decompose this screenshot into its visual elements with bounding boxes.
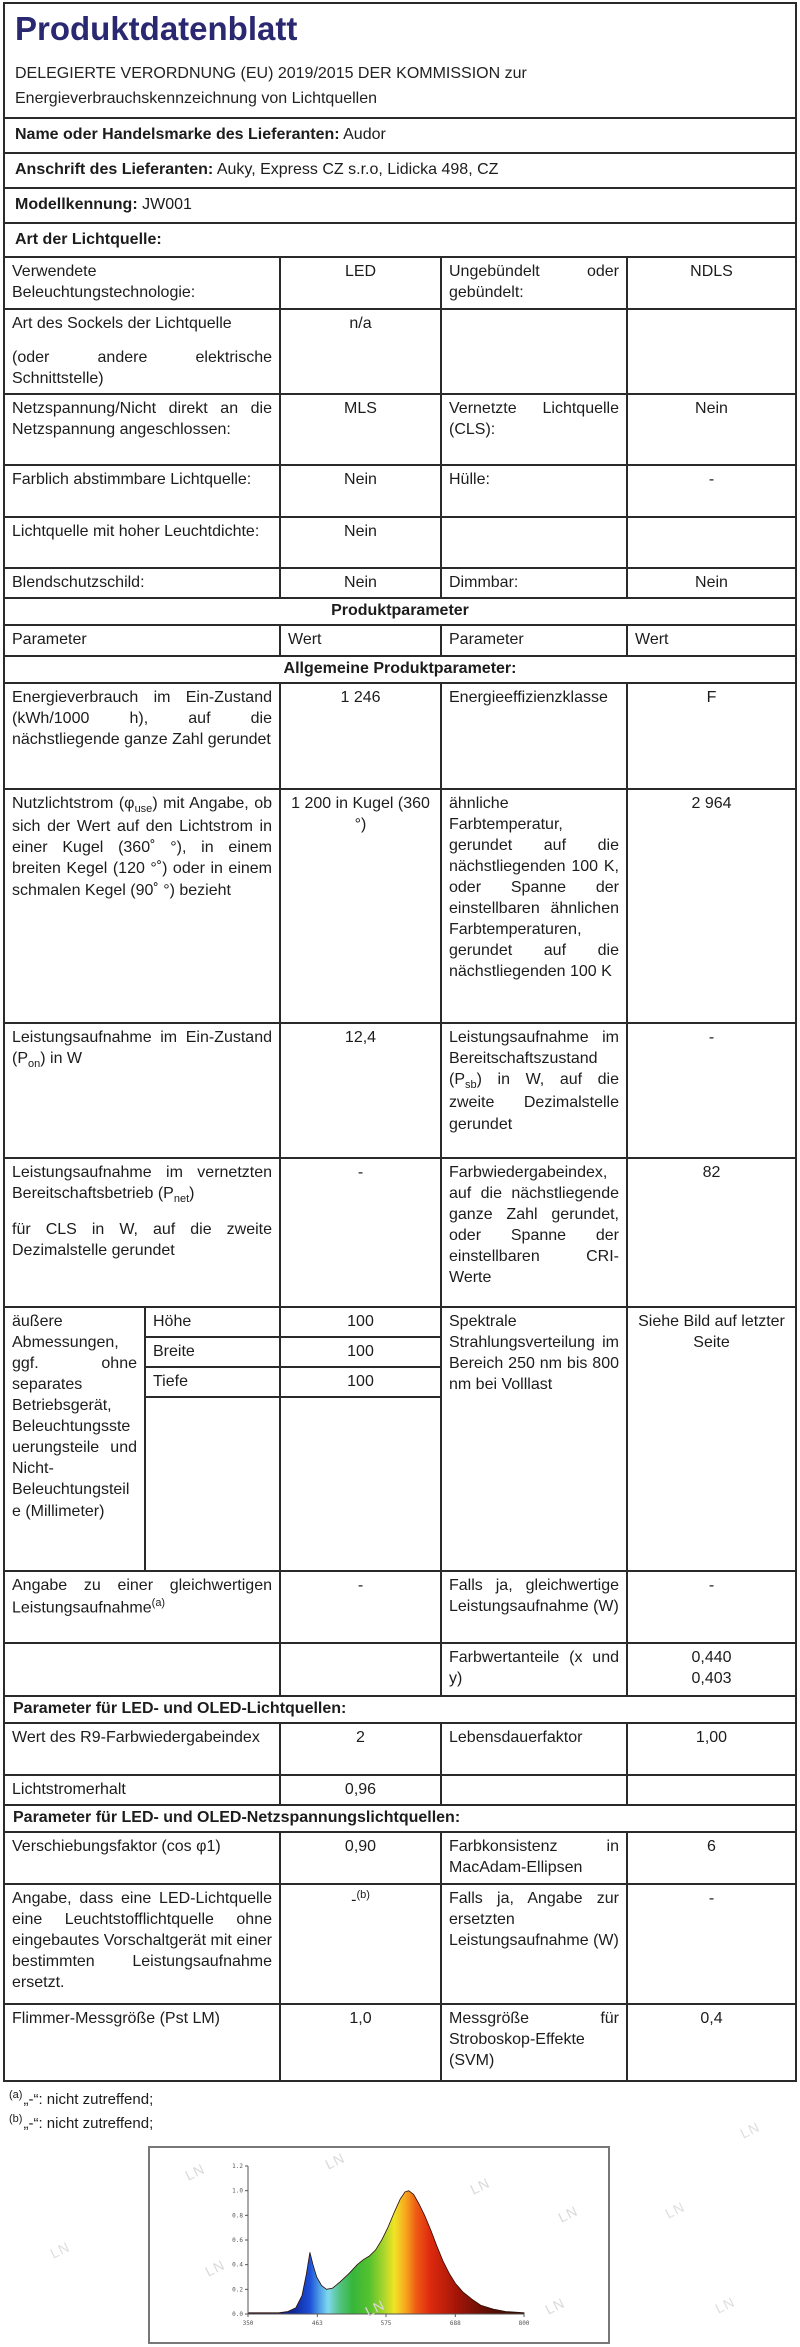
spd-curve (248, 2191, 524, 2314)
param-cell (5, 1024, 279, 1157)
value-cell: - (626, 466, 795, 516)
svg-text:0.8: 0.8 (232, 2212, 243, 2220)
table-row-dimensions (5, 1306, 795, 1570)
value-cell: - (626, 1024, 795, 1157)
svg-text:0.0: 0.0 (232, 2311, 243, 2319)
footnote-a (9, 2088, 800, 2111)
supplier-address-label: Anschrift des Lieferanten: (15, 161, 214, 178)
param-text: ) in W (40, 1049, 83, 1067)
column-header: Parameter (12, 631, 87, 649)
watermark: LN (182, 2160, 208, 2184)
param-text: Leistungsaufnahme im vernetzten Bereitschaftsbetrieb $(P_{net})$ (12, 1163, 272, 1205)
dimension-value: 100 (279, 1338, 440, 1368)
table-row (5, 256, 795, 308)
table-row (5, 516, 795, 567)
param-cell (5, 1644, 279, 1695)
watermark: LN (202, 2256, 228, 2280)
param-cell: Farblich abstimmbare Lichtquelle: (12, 471, 252, 489)
param-subscript: use (134, 802, 153, 815)
param-text: (oder andere elektrische Schnittstelle) (12, 349, 272, 388)
value-cell: - (279, 1572, 440, 1642)
param-cell: Falls ja, gleichwertige Leistungsaufnahme (W) (440, 1572, 626, 1642)
source-type-header: Art der Lichtquelle: (15, 231, 162, 248)
watermark: LN (662, 2198, 688, 2222)
value-cell: - (279, 1159, 440, 1306)
value-cell: Siehe Bild auf letzter Seite (626, 1308, 795, 1570)
watermark: LN (712, 2293, 738, 2317)
param-cell: Lichtquelle mit hoher Leuchtdichte: (12, 523, 260, 541)
table-row (5, 1157, 795, 1306)
value-cell: Nein (279, 518, 440, 567)
regulation-line-1: DELEGIERTE VERORDNUNG (EU) 2019/2015 DER KOMMISSION zur (15, 65, 527, 82)
param-cell: äußere Abmessungen, ggf. ohne separates Betriebsgerät, Beleuchtungssteuerungsteile und Nicht-Beleuchtungsteile (Millimeter) (12, 1312, 137, 1520)
footnote-text: „-“: nicht zutreffend; (23, 2090, 154, 2108)
param-cell: Verschiebungsfaktor (cos φ1) (12, 1837, 221, 1855)
value-cell (626, 1644, 795, 1695)
footnotes (0, 2082, 800, 2136)
value-cell (626, 1776, 795, 1804)
title-block (5, 4, 795, 117)
empty-cell (279, 1398, 440, 1570)
table-row (5, 393, 795, 464)
svg-text:0.2: 0.2 (232, 2286, 243, 2294)
param-text: Art des Sockels der Lichtquelle (12, 315, 232, 332)
param-text: Nutzlichtstrom (φ (12, 794, 135, 812)
svg-text:575: 575 (380, 2320, 392, 2328)
value-text: - (351, 1890, 357, 1908)
value-cell: 82 (626, 1159, 795, 1306)
table-row (5, 1570, 795, 1642)
param-cell: Farbwertanteile (x und y) (440, 1644, 626, 1695)
svg-text:688: 688 (449, 2320, 461, 2328)
value-cell: 2 964 (626, 790, 795, 1022)
value-cell: 0,4 (626, 2005, 795, 2080)
param-cell: Angabe, dass eine LED-Lichtquelle eine Leuchtstofflichtquelle ohne eingebautes Vorschaltgerät mit einer bestimmten Leistungsaufnahme ersetzt. (12, 1889, 272, 1992)
empty-cell (144, 1398, 279, 1570)
table-row (5, 682, 795, 788)
value-cell: 6 (626, 1833, 795, 1883)
table-row (5, 1774, 795, 1804)
param-subscript: sb (465, 1078, 477, 1091)
table-row (5, 1022, 795, 1157)
param-cell: Messgröße für Stroboskop-Effekte (SVM) (440, 2005, 626, 2080)
table-row (5, 308, 795, 393)
param-cell: Lichtstromerhalt (12, 1780, 126, 1798)
param-text: ) in W, auf die zweite Dezimalstelle gerundet (449, 1070, 619, 1133)
param-text: Leistungsaufnahme im Bereitschaftszustand (P (449, 1028, 619, 1088)
model-id-value: JW001 (142, 196, 192, 213)
param-cell: Flimmer-Messgröße (Pst LM) (12, 2009, 221, 2027)
regulation-text (15, 62, 785, 112)
param-cell (5, 310, 279, 393)
param-cell: Netzspannung/Nicht direkt an die Netzspannung angeschlossen: (12, 400, 272, 439)
param-cell (5, 1159, 279, 1306)
footnote-ref: (a) (151, 1596, 166, 1609)
param-subscript: net (173, 1192, 190, 1205)
watermark: LN (467, 2174, 493, 2198)
value-cell: 1,0 (279, 2005, 440, 2080)
param-cell (5, 1572, 279, 1642)
svg-text:800: 800 (518, 2320, 530, 2328)
dimension-value: 100 (279, 1308, 440, 1338)
footnote-text: „-“: nicht zutreffend; (23, 2115, 154, 2133)
value-cell: 0,90 (279, 1833, 440, 1883)
supplier-name-label: Name oder Handelsmarke des Lieferanten: (15, 126, 340, 143)
table-row (5, 2003, 795, 2080)
svg-text:1.2: 1.2 (232, 2163, 243, 2171)
param-cell (440, 1776, 626, 1804)
param-cell: Farbwiedergabeindex, auf die nächstliegende ganze Zahl gerundet, oder Spanne der einstellbaren CRI-Werte (440, 1159, 626, 1306)
model-id-label: Modellkennung: (15, 196, 138, 213)
value-cell: Nein (626, 569, 795, 597)
svg-text:463: 463 (311, 2320, 323, 2328)
table-row (5, 1642, 795, 1695)
watermark: LN (555, 2202, 581, 2226)
source-type-header-row (5, 222, 795, 256)
value-cell: LED (279, 258, 440, 308)
param-subscript: on (28, 1057, 41, 1070)
value-cell: 1,00 (626, 1724, 795, 1774)
value-cell: Nein (279, 466, 440, 516)
param-text: ) mit Angabe, ob sich der Wert auf den Lichtstrom in einer Kugel (360˚ °), in einem breiten Kegel (120 °˚) oder in einem schmalen Kegel (90˚ °) bezieht (12, 794, 273, 899)
footnote-ref: (b) (356, 1888, 370, 1901)
param-cell: Energieverbrauch im Ein-Zustand (kWh/1000 h), auf die nächstliegende ganze Zahl gerundet (12, 688, 272, 748)
value-cell: F (626, 684, 795, 788)
svg-text:0.4: 0.4 (232, 2261, 243, 2269)
value-cell: MLS (279, 395, 440, 464)
param-cell: Falls ja, Angabe zur ersetzten Leistungsaufnahme (W) (440, 1885, 626, 2003)
datasheet (3, 2, 797, 2082)
column-header: Wert (626, 626, 795, 654)
value-x: 0,440 (691, 1648, 732, 1666)
supplier-address-value: Auky, Express CZ s.r.o, Lidicka 498, CZ (216, 161, 499, 178)
param-cell (440, 310, 626, 393)
param-text: für CLS in W, auf die zweite Dezimalstelle gerundet (12, 1221, 272, 1260)
watermark: LN (322, 2149, 348, 2173)
param-cell: Dimmbar: (440, 569, 626, 597)
svg-text:350: 350 (242, 2320, 254, 2328)
svg-text:0.6: 0.6 (232, 2237, 243, 2245)
dimension-name: Tiefe (144, 1368, 279, 1398)
param-cell: Farbkonsistenz in MacAdam-Ellipsen (440, 1833, 626, 1883)
param-cell: Verwendete Beleuchtungstechnologie: (12, 263, 196, 302)
table-row (5, 567, 795, 597)
param-text: Angabe zu einer gleichwertigen Leistungsaufnahme (12, 1576, 272, 1616)
value-cell (626, 518, 795, 567)
param-cell (440, 1024, 626, 1157)
value-y: 0,403 (691, 1669, 732, 1687)
supplier-name-row (5, 117, 795, 152)
footnote-marker: (a) (9, 2088, 23, 2101)
value-cell: n/a (279, 310, 440, 393)
param-text: Leistungsaufnahme im Ein-Zustand (P (12, 1028, 272, 1067)
footnote-marker: (b) (9, 2113, 23, 2126)
value-cell (279, 1644, 440, 1695)
model-id-row (5, 187, 795, 222)
watermark: LN (542, 2294, 568, 2318)
section-header-led-oled: Parameter für LED- und OLED-Lichtquellen: (5, 1695, 795, 1722)
param-cell (440, 518, 626, 567)
value-cell: 1 246 (279, 684, 440, 788)
spectral-distribution-figure (148, 2146, 610, 2344)
param-cell: ähnliche Farbtemperatur, gerundet auf die nächstliegenden 100 K, oder Spanne der einstellbaren ähnlichen Farbtemperaturen, gerundet auf die nächstliegenden 100 K (440, 790, 626, 1022)
param-cell: Lebensdauerfaktor (440, 1724, 626, 1774)
value-cell (626, 310, 795, 393)
supplier-name-value: Audor (343, 126, 386, 143)
column-header: Parameter (440, 626, 626, 654)
table-row (5, 464, 795, 516)
dimension-value: 100 (279, 1368, 440, 1398)
value-cell: 0,96 (279, 1776, 440, 1804)
dimension-name: Höhe (144, 1308, 279, 1338)
table-row (5, 1883, 795, 2003)
param-cell: Energieeffizienzklasse (440, 684, 626, 788)
watermark: LN (737, 2118, 763, 2142)
page-title: Produktdatenblatt (15, 10, 298, 47)
value-cell: - (626, 1572, 795, 1642)
value-cell: 2 (279, 1724, 440, 1774)
table-row (5, 1831, 795, 1883)
spd-chart (150, 2148, 608, 2342)
param-cell (5, 790, 279, 1022)
value-cell: 1 200 in Kugel (360 °) (279, 790, 440, 1022)
section-header-allgemeine: Allgemeine Produktparameter: (5, 655, 795, 682)
table-row (5, 788, 795, 1022)
supplier-address-row (5, 152, 795, 187)
table-row (5, 1722, 795, 1774)
param-cell: Spektrale Strahlungsverteilung im Bereich 250 nm bis 800 nm bei Volllast (440, 1308, 626, 1570)
param-cell: Ungebündelt oder gebündelt: (440, 258, 626, 308)
section-header-mains: Parameter für LED- und OLED-Netzspannungslichtquellen: (5, 1804, 795, 1831)
value-cell: 12,4 (279, 1024, 440, 1157)
param-cell: Blendschutzschild: (12, 574, 145, 592)
param-cell: Wert des R9-Farbwiedergabeindex (12, 1728, 260, 1746)
section-header-produktparameter: Produktparameter (5, 597, 795, 624)
value-cell: Nein (626, 395, 795, 464)
value-cell: Nein (279, 569, 440, 597)
dimension-name: Breite (144, 1338, 279, 1368)
value-cell: - (626, 1885, 795, 2003)
value-cell (279, 1885, 440, 2003)
watermark: LN (362, 2296, 388, 2320)
footnote-b (9, 2112, 800, 2135)
page (0, 2, 800, 2332)
param-cell: Hülle: (440, 466, 626, 516)
watermark: LN (47, 2238, 73, 2262)
column-header: Wert (279, 626, 440, 654)
regulation-line-2: Energieverbrauchskennzeichnung von Lichtquellen (15, 89, 378, 107)
svg-text:1.0: 1.0 (232, 2187, 243, 2195)
value-cell: NDLS (626, 258, 795, 308)
param-cell: Vernetzte Lichtquelle (CLS): (440, 395, 626, 464)
column-header-row (5, 624, 795, 654)
